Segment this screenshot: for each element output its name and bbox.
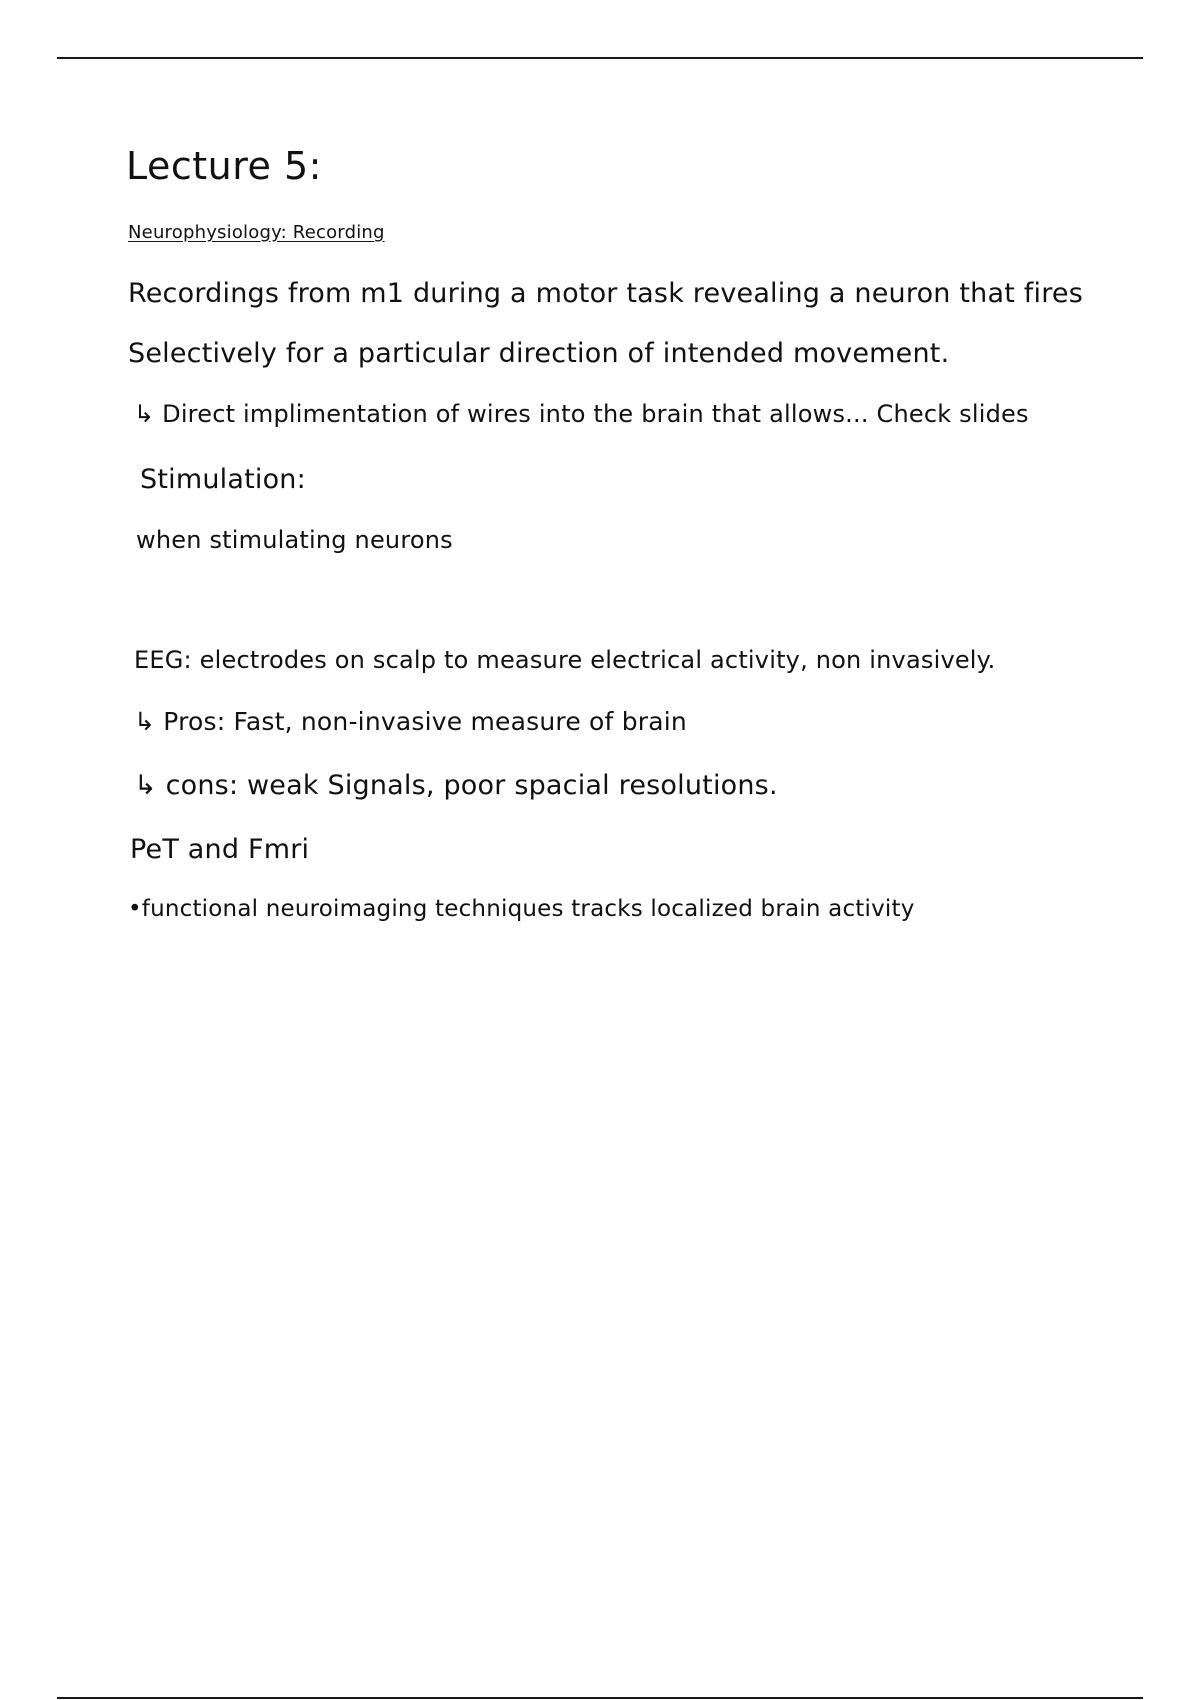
note-line: Selectively for a particular direction of intended movement. — [128, 338, 950, 369]
note-heading: Stimulation: — [140, 464, 306, 495]
note-line: when stimulating neurons — [136, 526, 453, 554]
note-line: Recordings from m1 during a motor task revealing a neuron that fires — [128, 278, 1083, 309]
note-line: ↳ Direct implimentation of wires into the brain that allows... Check slides — [134, 400, 1029, 428]
note-line: •functional neuroimaging techniques tracks localized brain activity — [128, 896, 915, 922]
note-line: ↳ Pros: Fast, non-invasive measure of brain — [134, 707, 687, 736]
top-rule — [57, 57, 1143, 59]
note-line: EEG: electrodes on scalp to measure electrical activity, non invasively. — [134, 646, 996, 674]
note-line: ↳ cons: weak Signals, poor spacial resolutions. — [134, 770, 778, 801]
section-heading: Neurophysiology: Recording — [128, 222, 385, 243]
page-title: Lecture 5: — [126, 144, 322, 188]
note-heading: PeT and Fmri — [130, 834, 310, 865]
bottom-rule — [57, 1697, 1143, 1699]
